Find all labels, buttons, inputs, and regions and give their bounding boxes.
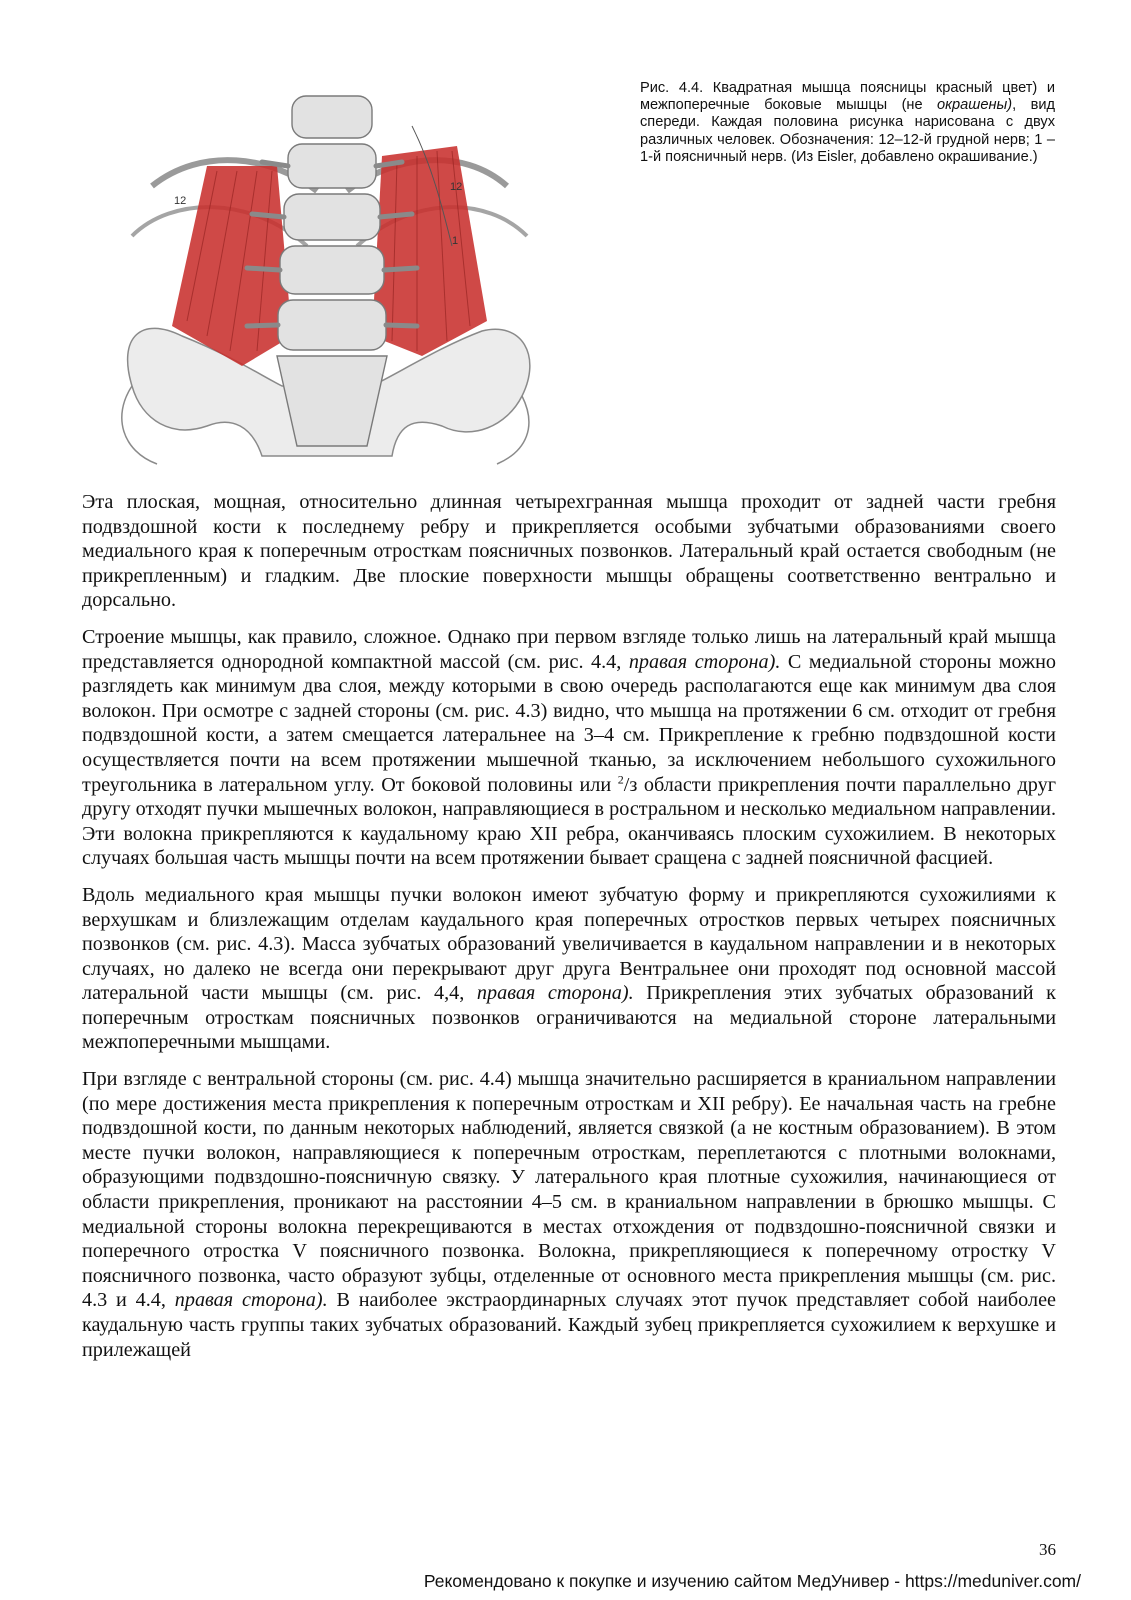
- p4-italic: правая сторона).: [174, 1289, 328, 1312]
- figure-caption: [640, 80, 1055, 166]
- p2-superscript: 2: [617, 771, 624, 786]
- p3-part-b: Прикрепления этих зубчатых образований к поперечным отросткам поясничных позвонков ограничиваются на медиальной стороне латеральными межпоперечными мышцами.: [82, 982, 1056, 1054]
- p2-part-b: С медиальной стороны можно разглядеть как минимум два слоя, между которыми в свою очередь располагаются еще как минимум два слоя волокон. При осмотре с задней стороны (см. рис. 4.3) видно, что мышца на протяжении 6 см. отходит от гребня подвздошной кости, а затем смещается латеральнее на 3–4 см. Прикрепление к гребню подвздошной кости осуществляется почти на всем протяжении мышечной тканью, за исключением небольшого сухожильного треугольника в латеральном углу. От боковой половины или: [82, 650, 1056, 796]
- p4-part-b: В наиболее экстраординарных случаях этот пучок представляет собой наиболее каудальную часть группы таких зубчатых образований. Каждый зубец прикрепляется сухожилием к верхушке и прилежащей: [82, 1289, 1056, 1361]
- paragraph-4: [82, 1067, 1056, 1362]
- paragraph-2: [82, 625, 1056, 871]
- paragraph-1: Эта плоская, мощная, относительно длинная четырехгранная мышца проходит от задней части гребня подвздошной кости к последнему ребру и прикрепляется особыми зубчатыми образованиями своего медиального края к поперечным отросткам поясничных позвонков. Латеральный край остается свободным (не прикрепленным) и гладким. Две плоские поверхности мышцы обращены соответственно вентрально и дорсально.: [82, 491, 1056, 612]
- caption-part2: , вид спереди. Каждая половина рисунка нарисована с двух различных человек. Обозначения: 12–12-й грудной нерв; 1 – 1-й поясничный нерв. (Из Eisler, добавлено окрашивание.): [640, 97, 1055, 165]
- label-12-right: 12: [450, 181, 463, 193]
- page-number: 36: [1039, 1540, 1056, 1559]
- p4-part-a: При взгляде с вентральной стороны (см. рис. 4.4) мышца значительно расширяется в краниальном направлении (по мере достижения места прикрепления к поперечным отросткам и XII ребру). Ее начальная часть на гребне подвздошной кости, по данным некоторых наблюдений, является связкой (а не костным образованием). В этом месте пучки волокон, направляющиеся к поперечным отросткам, переплетаются с плотными волокнами, образующими подвздошно-поясничную связку. У латерального края плотные сухожилия, начинающиеся от области прикрепления, проникают на расстоянии 4–5 см. в краниальном направлении в брюшко мышцы. С медиальной стороны волокна перекрещиваются в местах отхождения от подвздошно-поясничной связки и поперечного отростка V поясничного позвонка. Волокна, прикрепляющиеся к поперечному отростку V поясничного позвонка, часто образуют зубцы, отделенные от основного места прикрепления мышцы (см. рис. 4.3 и 4.4,: [82, 1068, 1056, 1312]
- anatomy-figure: [112, 86, 542, 476]
- p3-part-a: Вдоль медиального края мышцы пучки волокон имеют зубчатую форму и прикрепляются сухожилиями к верхушкам и близлежащим отделам каудального края поперечных отростков первых четырех поясничных позвонков (см. рис. 4.3). Масса зубчатых образований увеличивается в каудальном направлении и в некоторых случаях, но далеко не всегда они перекрывают друг друга Вентральнее они проходят под основной массой латеральной части мышцы (см. рис. 4,4,: [82, 883, 1056, 1005]
- body-text: [82, 490, 1056, 1374]
- caption-part1: Рис. 4.4. Квадратная мышца поясницы красный цвет) и межпоперечные боковые мышцы (не: [640, 80, 1055, 114]
- quadratus-lumborum-illustration: [112, 86, 542, 476]
- p2-part-c: /з области прикрепления почти параллельно друг другу отходят пучки мышечных волокон, направляющиеся в ростральном и несколько медиальном направлении. Эти волокна прикрепляются к каудальному краю XII ребра, оканчиваясь плоским сухожилием. В некоторых случаях большая часть мышцы почти на всем протяжении бывает сращена с задней поясничной фасцией.: [82, 773, 1057, 870]
- footer-recommendation: Рекомендовано к покупке и изучению сайтом МедУнивер - https://meduniver.com/: [423, 1571, 1081, 1591]
- p2-italic: правая сторона).: [628, 650, 781, 673]
- p2-part-a: Строение мышцы, как правило, сложное. Однако при первом взгляде только лишь на латеральный край мышца представляется однородной компактной массой (см. рис. 4.4,: [82, 625, 1056, 673]
- paragraph-3: [82, 883, 1056, 1055]
- p3-italic: правая сторона).: [476, 982, 634, 1005]
- label-12-left: 12: [174, 195, 187, 207]
- label-1-right: 1: [452, 235, 459, 247]
- caption-italic: окрашены): [937, 97, 1013, 114]
